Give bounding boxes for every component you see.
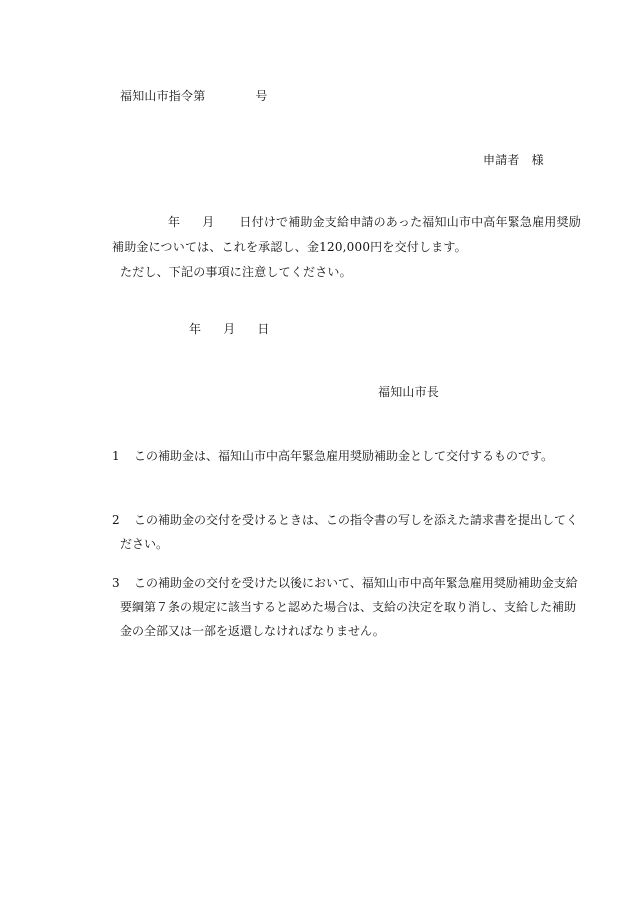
designation-prefix: 福知山市指令第	[120, 89, 206, 103]
date-month: 月	[223, 322, 236, 336]
note-3-line-2: 要綱第７条の規定に該当すると認めた場合は、支給の決定を取り消し、支給した補助	[120, 600, 577, 614]
body-line-1	[168, 215, 581, 229]
note-2-number: 2	[112, 513, 120, 527]
body-month: 月	[202, 215, 215, 229]
body-line-3: ただし、下記の事項に注意してください。	[120, 265, 352, 279]
note-1-number: 1	[112, 449, 120, 463]
body-line-1-text: 日付けで補助金支給申請のあった福知山市中高年緊急雇用奨励	[239, 215, 581, 229]
body-line-2: 補助金については、これを承認し、金120,000円を交付します。	[112, 240, 467, 254]
note-2-line-1: この補助金の交付を受けるときは、この指令書の写しを添えた請求書を提出してく	[134, 513, 579, 527]
issue-date	[189, 322, 270, 336]
designation-suffix: 号	[255, 89, 268, 103]
note-1-line-1: この補助金は、福知山市中高年緊急雇用奨励補助金として交付するものです。	[134, 449, 554, 463]
note-3-number: 3	[112, 576, 120, 590]
note-3-line-3: 金の全部又は一部を返還しなければなりません。	[120, 624, 385, 638]
addressee-name: 申請者	[483, 153, 520, 167]
body-year: 年	[168, 215, 181, 229]
note-2-line-2: ださい。	[120, 537, 169, 551]
addressee-honorific: 様	[531, 153, 544, 167]
date-year: 年	[189, 322, 202, 336]
designation-number	[120, 89, 268, 103]
issuer-title: 福知山市長	[378, 385, 440, 399]
date-day: 日	[257, 322, 270, 336]
note-3-line-1: この補助金の交付を受けた以後において、福知山市中高年緊急雇用奨励補助金支給	[134, 576, 578, 590]
addressee	[483, 153, 544, 167]
